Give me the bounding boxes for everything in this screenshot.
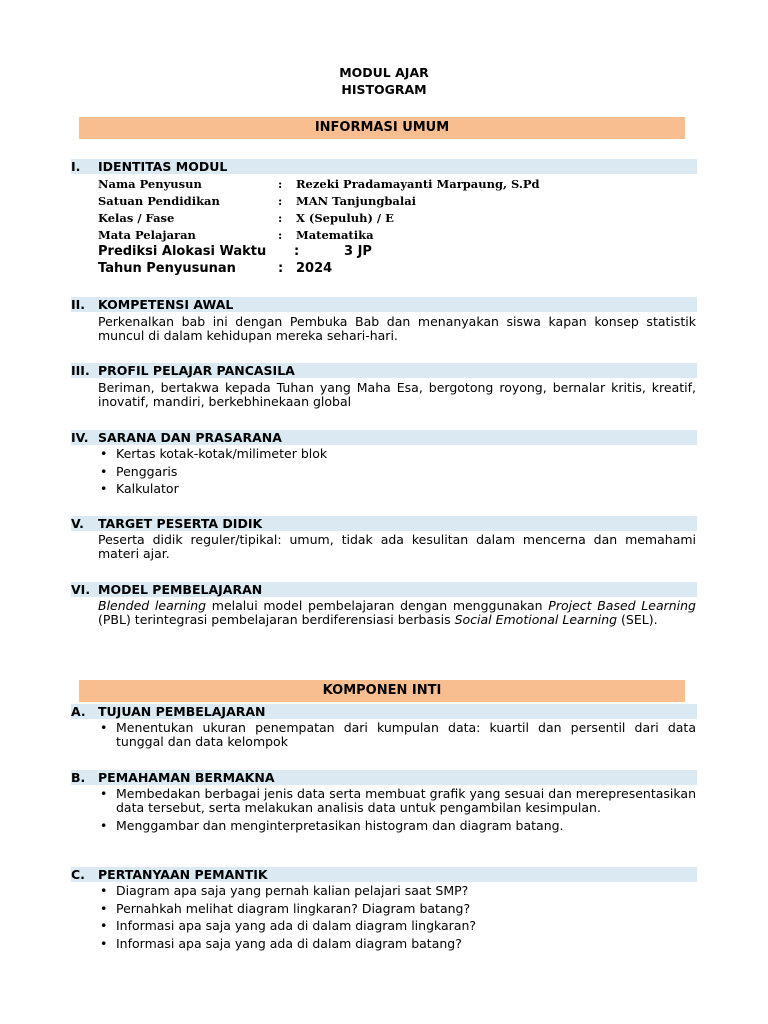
identity-key: Nama Penyusun [98,177,202,191]
list-item [98,919,696,933]
target-text: Peserta didik reguler/tipikal: umum, tidak ada kesulitan dalam mencerna dan memahami materi ajar. [98,532,696,561]
section-number: II. [71,297,86,312]
identity-colon: : [278,228,283,242]
section-number: I. [71,159,81,174]
section-title: IDENTITAS MODUL [98,159,228,174]
section-title: KOMPETENSI AWAL [98,297,234,312]
identity-key: Mata Pelajaran [98,228,196,242]
bullet-icon: • [100,481,108,496]
section-pertanyaan [71,867,697,882]
list-item-text: Pernahkah melihat diagram lingkaran? Diagram batang? [116,900,471,916]
section-title: MODEL PEMBELAJARAN [98,582,263,597]
identity-value: 3 JP [344,244,372,259]
identity-key: Prediksi Alokasi Waktu [98,244,267,259]
section-number: B. [71,770,86,785]
list-item [98,819,696,833]
informasi-umum-band: INFORMASI UMUM [79,117,685,139]
profil-text: Beriman, bertakwa kepada Tuhan yang Maha Esa, bergotong royong, bernalar kritis, kreatif, inovatif, mandiri, berkebhinekaan global [98,380,696,409]
list-item-text: Menentukan ukuran penempatan dari kumpulan data: kuartil dan persentil dari data tunggal dan data kelompok [116,720,696,749]
pertanyaan-list [98,884,696,954]
identity-value: Matematika [296,228,374,242]
list-item-text: Diagram apa saja yang pernah kalian pelajari saat SMP? [116,883,469,898]
list-item [98,884,696,898]
list-item-text: Menggambar dan menginterpretasikan histogram dan diagram batang. [116,817,564,833]
section-title: TUJUAN PEMBELAJARAN [98,704,266,719]
model-text-part: (SEL). [617,612,658,627]
identity-colon: : [278,194,283,208]
identity-value: MAN Tanjungbalai [296,194,417,208]
list-item [98,937,696,951]
identity-value: X (Sepuluh) / E [296,211,394,225]
bullet-icon: • [100,786,108,801]
identity-value: 2024 [296,261,333,276]
bullet-icon: • [100,935,108,951]
bullet-icon: • [100,446,108,461]
section-number: C. [71,867,85,882]
doc-subtitle: HISTOGRAM [341,82,427,97]
list-item-text: Membedakan berbagai jenis data serta membuat grafik yang sesuai dan merepresentasikan data tersebut, serta melakukan analisis data untuk pengambilan kesimpulan. [116,786,696,815]
identity-colon: : [278,261,284,276]
section-title: PROFIL PELAJAR PANCASILA [98,363,295,378]
model-text [98,599,696,627]
identity-key: Kelas / Fase [98,211,175,225]
komponen-inti-band: KOMPONEN INTI [79,680,685,702]
section-identitas [71,159,697,174]
section-title: TARGET PESERTA DIDIK [98,516,263,531]
section-title: SARANA DAN PRASARANA [98,430,282,445]
doc-title: MODUL AJAR [339,65,429,80]
model-text-part: (PBL) terintegrasi pembelajaran berdiferensiasi berbasis [98,612,455,627]
model-term: Project Based Learning [548,598,696,613]
section-target [71,516,697,531]
section-model [71,582,697,597]
bullet-icon: • [100,817,108,833]
section-number: A. [71,704,86,719]
model-term: Social Emotional Learning [454,612,618,627]
tujuan-list [98,721,696,753]
list-item-text: Kertas kotak-kotak/milimeter blok [116,446,328,461]
identity-colon: : [294,244,300,259]
identity-colon: : [278,211,283,225]
list-item-text: Informasi apa saja yang ada di dalam diagram lingkaran? [116,918,477,933]
section-tujuan [71,704,697,719]
section-number: III. [71,363,90,378]
sarana-list [98,447,696,500]
list-item [98,482,696,496]
section-number: VI. [71,582,91,597]
identity-value: Rezeki Pradamayanti Marpaung, S.Pd [296,177,540,191]
pemahaman-list [98,787,696,836]
identity-colon: : [278,177,283,191]
bullet-icon: • [100,918,108,933]
section-profil [71,363,697,378]
list-item [98,721,696,749]
bullet-icon: • [100,900,108,916]
section-number: IV. [71,430,89,445]
identity-key: Satuan Pendidikan [98,194,220,208]
bullet-icon: • [100,720,108,735]
list-item [98,447,696,461]
list-item-text: Informasi apa saja yang ada di dalam diagram batang? [116,935,462,951]
model-text-part: melalui model pembelajaran dengan menggunakan [206,598,549,613]
list-item-text: Penggaris [116,463,178,479]
section-kompetensi [71,297,697,312]
section-title: PEMAHAMAN BERMAKNA [98,770,275,785]
list-item-text: Kalkulator [116,481,179,496]
bullet-icon: • [100,463,108,479]
list-item [98,465,696,479]
section-number: V. [71,516,84,531]
bullet-icon: • [100,883,108,898]
identity-key: Tahun Penyusunan [98,261,236,276]
list-item [98,902,696,916]
model-term: Blended learning [98,598,207,613]
list-item [98,787,696,815]
section-title: PERTANYAAN PEMANTIK [98,867,268,882]
kompetensi-text: Perkenalkan bab ini dengan Pembuka Bab dan menanyakan siswa kapan konsep statistik muncul di dalam kehidupan mereka sehari-hari. [98,314,696,343]
section-pemahaman [71,770,697,785]
section-sarana [71,430,697,445]
